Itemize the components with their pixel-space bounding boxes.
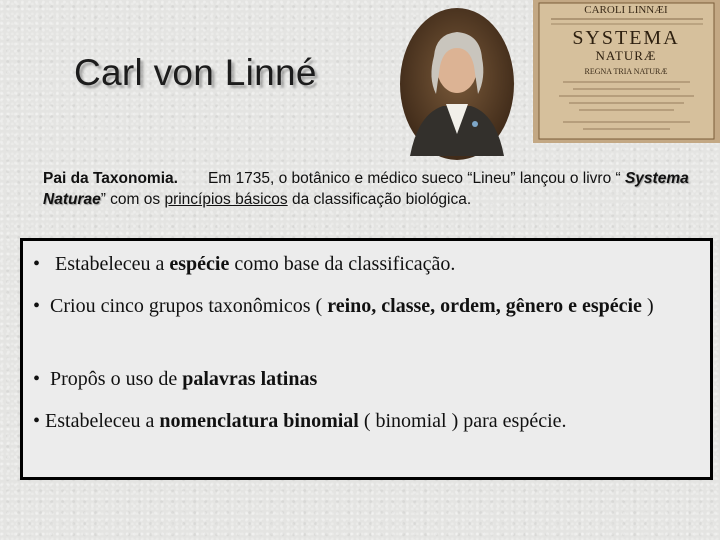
bullet-text: como base da classificação. (229, 253, 456, 275)
bullet-item (33, 408, 703, 435)
book-line-3: NATURÆ (595, 48, 657, 63)
bullet-mark: • (33, 253, 41, 275)
bullet-item (33, 251, 703, 278)
systema-naturae-title-page-image (533, 0, 720, 143)
bullet-text: Estabeleceu a (45, 410, 160, 432)
intro-text-1: Em 1735, o botânico e médico sueco “Lineu” lançou o livro “ (207, 170, 625, 187)
intro-text-2: ” com os (100, 191, 165, 208)
slide-title: Carl von Linné (74, 52, 317, 93)
bullet-text: Propôs o uso de (50, 368, 183, 390)
bullet-item (33, 366, 703, 393)
intro-paragraph (43, 168, 693, 210)
book-line-2: SYSTEMA (572, 27, 680, 49)
bullet-box (20, 238, 713, 480)
bullet-mark: • (33, 410, 41, 432)
intro-text-3: da classificação biológica. (287, 191, 472, 208)
bullet-bold: palavras latinas (182, 368, 318, 390)
linnaeus-portrait-image (398, 6, 516, 162)
book-line-1: CAROLI LINNÆI (584, 4, 668, 16)
intro-underlined: princípios básicos (164, 191, 288, 208)
bullet-bold: reino, classe, ordem, gênero e espécie (327, 295, 642, 317)
bullet-bold: nomenclatura binomial (159, 410, 359, 432)
intro-lead: Pai da Taxonomia. (43, 170, 178, 187)
bullet-mark: • (33, 368, 41, 390)
book-line-4: REGNA TRIA NATURÆ (584, 67, 668, 76)
bullet-text: ) (641, 295, 654, 317)
bullet-bold: espécie (169, 253, 230, 275)
intro-work-title: Systema Naturae (43, 170, 689, 208)
bullet-mark: • (33, 295, 41, 317)
bullet-text: ( binomial ) para espécie. (358, 410, 567, 432)
bullet-text: Criou cinco grupos taxonômicos ( (50, 295, 328, 317)
bullet-item (33, 293, 703, 320)
bullet-text: Estabeleceu a (55, 253, 170, 275)
